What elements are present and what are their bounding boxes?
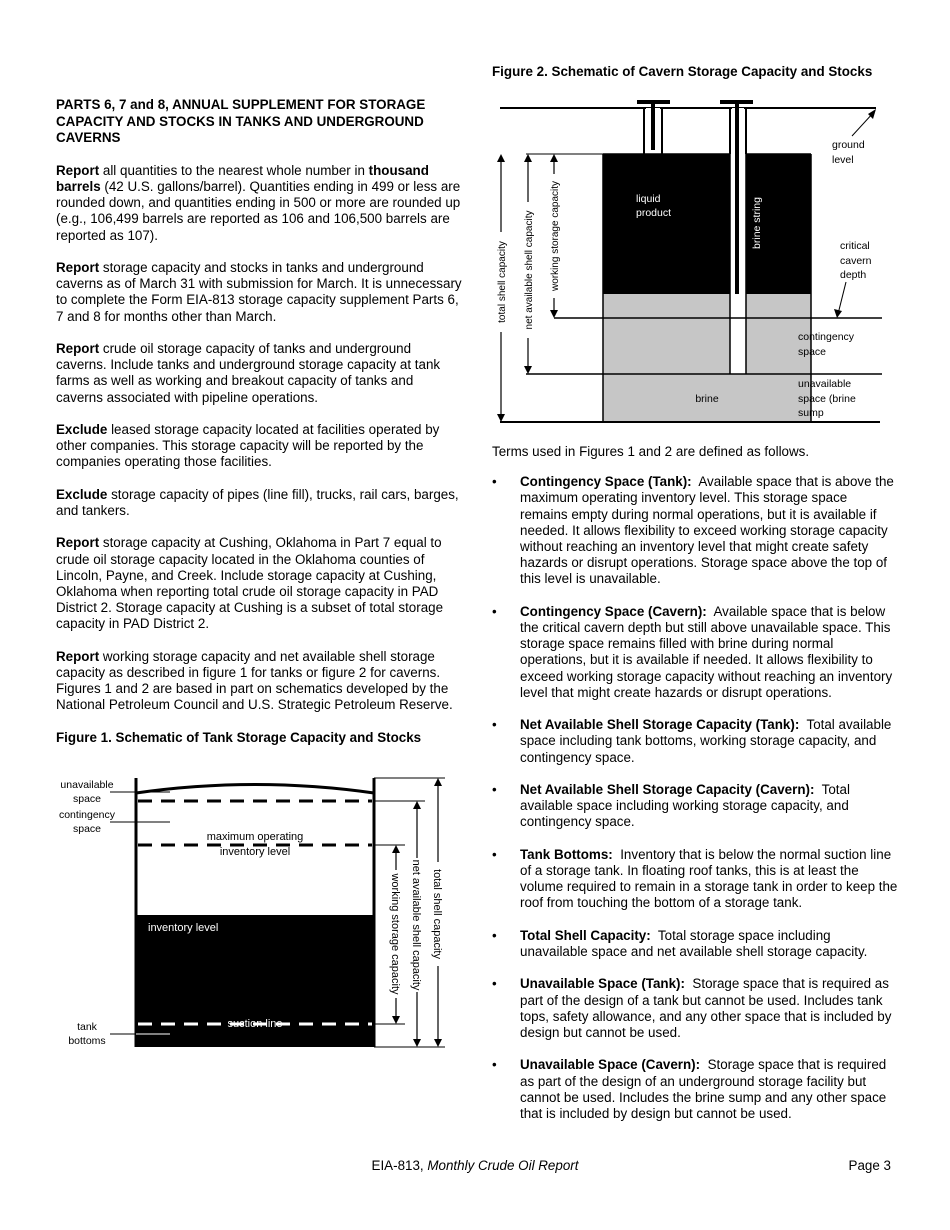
dim-total-arrowhead-top xyxy=(434,778,442,786)
paragraph-exclude-pipes: Exclude storage capacity of pipes (line fill), trucks, rail cars, barges, and tankers. xyxy=(56,486,459,518)
label-unavailable-cavern-3: sump xyxy=(798,407,824,419)
terms-section xyxy=(492,444,898,1138)
footer-report-name: EIA-813, Monthly Crude Oil Report xyxy=(371,1158,579,1173)
paragraph-march: Report storage capacity and stocks in tanks and underground caverns as of March 31 with submission for March. It is unnecessary to complete the Form EIA-813 storage capacity supplement Parts 6, 7 and 8 for months other than March. xyxy=(56,259,462,324)
term-item: • Unavailable Space (Cavern): Storage space that is required as part of the design of an underground storage facility but cannot be used. Includes the brine sump and any other space that is included by design but cannot be used. xyxy=(492,1057,887,1122)
label-liquid: liquid xyxy=(636,193,661,205)
term-item: • Contingency Space (Cavern): Available space that is below the critical cavern depth but still above unavailable space. This storage space remains filled with brine during normal operations, but it is available if needed. It allows flexibility to exceed working storage capacity without reaching an inventory level that might create hazards or disrupt operations. xyxy=(492,603,893,700)
label-total-shell: total shell capacity xyxy=(431,869,443,959)
label-max-operating: maximum operating xyxy=(206,831,304,843)
label-inventory-level: inventory level xyxy=(148,922,219,934)
label-brine-string: brine string xyxy=(751,197,763,249)
term-item: • Net Available Shell Storage Capacity (Tank): Total available space including tank bottoms, working storage capacity, and contingency space. xyxy=(492,717,892,765)
dim-total-arrowhead-bottom xyxy=(434,1039,442,1047)
label-unavailable-cavern-2: space (brine xyxy=(798,393,856,405)
label-ground: ground xyxy=(832,139,865,151)
figure2-title: Figure 2. Schematic of Cavern Storage Capacity and Stocks xyxy=(492,64,873,79)
figure2-cavern-schematic xyxy=(490,92,900,432)
terms-intro: Terms used in Figures 1 and 2 are defined as follows. xyxy=(492,444,810,459)
paragraph-cushing: Report storage capacity at Cushing, Oklahoma in Part 7 equal to crude oil storage capacity located in the Oklahoma counties of Lincoln, Payne, and Creek. Include storage capacity at Cushing, Oklahoma when reporting total crude oil storage capacity in PAD District 2. Storage capacity at Cushing is a subset of total storage capacity in PAD District 2. xyxy=(56,535,444,632)
left-column xyxy=(56,97,462,746)
label-ground-2: level xyxy=(832,154,854,166)
label-max-operating-2: inventory level xyxy=(219,846,291,858)
dim-net-arrowhead-top xyxy=(413,801,421,809)
paragraph-exclude-leased: Exclude leased storage capacity located at facilities operated by other companies. This storage capacity will be reported by the companies operating those facilities. xyxy=(56,421,440,470)
label-suction-line: suction line xyxy=(227,1018,283,1030)
tank-roof xyxy=(136,785,374,794)
liquid-product xyxy=(603,154,730,294)
label-tank-bottoms: tank xyxy=(77,1021,97,1033)
page-number: Page 3 xyxy=(848,1158,891,1173)
page-footer xyxy=(0,1158,950,1174)
critical-pointer xyxy=(838,282,846,314)
label-critical: critical xyxy=(840,240,870,252)
label-cavern-working: working storage capacity xyxy=(550,180,561,292)
label-cavern-total: total shell capacity xyxy=(497,241,508,323)
term-item: • Net Available Shell Storage Capacity (Cavern): Total available space including working storage capacity, and contingency space. xyxy=(492,782,850,830)
right-column xyxy=(492,64,897,80)
label-contingency: contingency xyxy=(58,809,116,821)
label-working-storage: working storage capacity xyxy=(389,873,401,995)
dim-working-arrowhead-top xyxy=(392,845,400,853)
label-critical-2: cavern xyxy=(840,255,872,267)
paragraph-working-storage: Report working storage capacity and net available shell storage capacity as described in figure 1 for tanks or figure 2 for caverns. Figures 1 and 2 are based in part on schematics developed by the National Petroleum Council and U.S. Strategic Petroleum Reserve. xyxy=(56,648,453,713)
paragraph-crude-oil: Report crude oil storage capacity of tanks and underground caverns. Include tanks and underground storage capacity at tank farms as well as working and breakout capacity of tanks and caverns associated with pipeline operations. xyxy=(56,340,441,405)
label-contingency-cavern: contingency xyxy=(798,331,855,343)
paragraph-rounding: Report all quantities to the nearest whole number in thousand barrels (42 U.S. gallons/barrel). Quantities ending in 499 or less are rounded down, and quantities ending in 500 or more are rounded up (e.g., 106,499 barrels are reported as 106 and 106,500 barrels are reported as 107). xyxy=(56,162,461,243)
term-item: • Total Shell Capacity: Total storage space including unavailable space and net available shell storage capacity. xyxy=(492,927,868,960)
label-liquid-2: product xyxy=(636,207,672,219)
label-unavailable-cavern: unavailable xyxy=(798,378,852,390)
figure1-tank-schematic xyxy=(50,770,470,1055)
label-unavailable: unavailable xyxy=(60,779,114,791)
label-cavern-net: net available shell capacity xyxy=(524,210,535,330)
label-brine: brine xyxy=(695,393,719,405)
label-critical-3: depth xyxy=(840,269,867,281)
terms-list xyxy=(492,474,898,1122)
label-net-available: net available shell capacity xyxy=(410,859,422,991)
term-item: • Tank Bottoms: Inventory that is below the normal suction line of a storage tank. In floating roof tanks, this is at least the volume required to remain in a storage tank in order to keep the roof from touching the bottom of a storage tank. xyxy=(492,846,898,911)
label-contingency-2: space xyxy=(72,823,102,835)
term-item: • Contingency Space (Tank): Available space that is above the maximum operating inventory level. This storage space remains empty during normal operations, but it is available if needed. It allows flexibility to exceed working storage capacity without reaching an inventory level that might create safety hazards or disrupt operations. Storage space above the top of this level is unavailable. xyxy=(492,474,894,587)
lead-word: Report xyxy=(56,162,100,178)
figure1-title: Figure 1. Schematic of Tank Storage Capacity and Stocks xyxy=(56,729,422,745)
section-heading: PARTS 6, 7 and 8, ANNUAL SUPPLEMENT FOR STORAGE CAPACITY AND STOCKS IN TANKS AND UNDERGROUND CAVERNS xyxy=(56,97,426,146)
label-contingency-cavern-2: space xyxy=(798,346,827,358)
label-tank-bottoms-2: bottoms xyxy=(68,1035,106,1047)
term-item: • Unavailable Space (Tank): Storage space that is required as part of the design of a tank but cannot be used. Includes tank tops, safety allowance, and any other space that is included by design but cannot be used. xyxy=(492,976,892,1041)
dim-net-arrowhead-bottom xyxy=(413,1039,421,1047)
dim-working-arrowhead-bottom xyxy=(392,1016,400,1024)
label-unavailable-2: space xyxy=(72,793,102,805)
